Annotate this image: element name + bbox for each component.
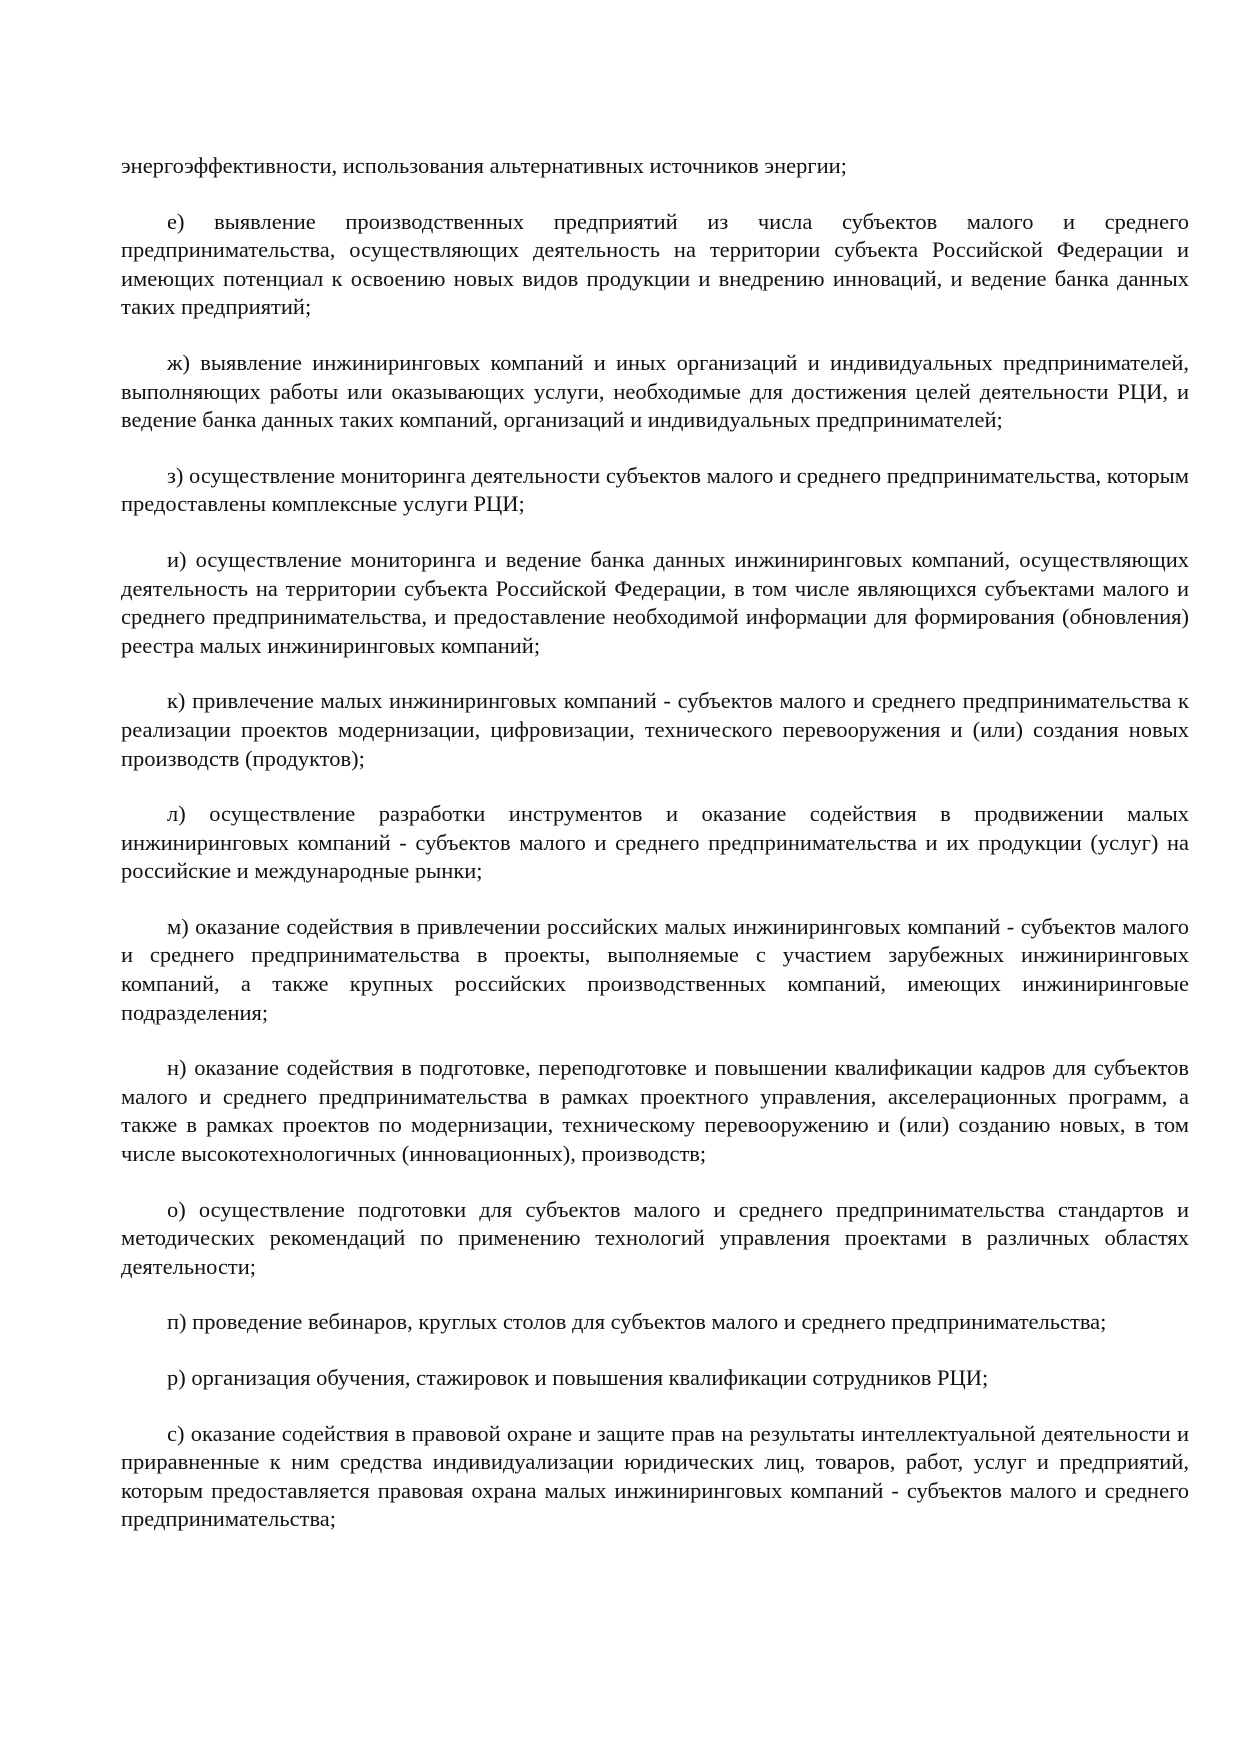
paragraph-z: з) осуществление мониторинга деятельности субъектов малого и среднего предпринимательства, которым предоставлены комплексные услуги РЦИ;	[121, 462, 1189, 517]
paragraph-o: о) осуществление подготовки для субъектов малого и среднего предпринимательства стандартов и методических рекомендаций по применению технологий управления проектами в различных областях деятельности;	[121, 1196, 1189, 1279]
paragraph-zh: ж) выявление инжиниринговых компаний и иных организаций и индивидуальных предпринимателей, выполняющих работы или оказывающих услуги, необходимые для достижения целей деятельности РЦИ, и ведение банка данных таких компаний, организаций и индивидуальных предпринимателей;	[121, 349, 1189, 433]
paragraph-s: с) оказание содействия в правовой охране и защите прав на результаты интеллектуальной деятельности и приравненные к ним средства индивидуализации юридических лиц, товаров, работ, услуг и предприятий, которым предоставляется правовая охрана малых инжиниринговых компаний - субъектов малого и среднего предпринимательства;	[121, 1420, 1189, 1532]
paragraph-m: м) оказание содействия в привлечении российских малых инжиниринговых компаний - субъектов малого и среднего предпринимательства в проекты, выполняемые с участием зарубежных инжиниринговых компаний, а также крупных российских производственных компаний, имеющих инжиниринговые подразделения;	[121, 913, 1189, 1025]
paragraph-i: и) осуществление мониторинга и ведение банка данных инжиниринговых компаний, осуществляющих деятельность на территории субъекта Российской Федерации, в том числе являющихся субъектами малого и среднего предпринимательства, и предоставление необходимой информации для формирования (обновления) реестра малых инжиниринговых компаний;	[121, 546, 1189, 658]
paragraph-r: р) организация обучения, стажировок и повышения квалификации сотрудников РЦИ;	[167, 1365, 989, 1390]
paragraph-e: е) выявление производственных предприятий из числа субъектов малого и среднего предпринимательства, осуществляющих деятельность на территории субъекта Российской Федерации и имеющих потенциал к освоению новых видов продукции и внедрению инноваций, и ведение банка данных таких предприятий;	[121, 208, 1189, 320]
paragraph-l: л) осуществление разработки инструментов и оказание содействия в продвижении малых инжиниринговых компаний - субъектов малого и среднего предпринимательства и их продукции (услуг) на российские и международные рынки;	[121, 801, 1189, 884]
paragraph-n: н) оказание содействия в подготовке, переподготовке и повышении квалификации кадров для субъектов малого и среднего предпринимательства в рамках проектного управления, акселерационных программ, а также в рамках проектов по модернизации, техническому перевооружению и (или) созданию новых, в том числе высокотехнологичных (инновационных), производств;	[121, 1055, 1189, 1167]
paragraph-continuation: энергоэффективности, использования альтернативных источников энергии;	[121, 153, 847, 178]
document-page	[121, 152, 1189, 1561]
paragraph-p: п) проведение вебинаров, круглых столов для субъектов малого и среднего предпринимательства;	[167, 1309, 1107, 1335]
paragraph-k: к) привлечение малых инжиниринговых компаний - субъектов малого и среднего предпринимательства к реализации проектов модернизации, цифровизации, технического перевооружения и (или) создания новых производств (продуктов);	[121, 688, 1189, 771]
